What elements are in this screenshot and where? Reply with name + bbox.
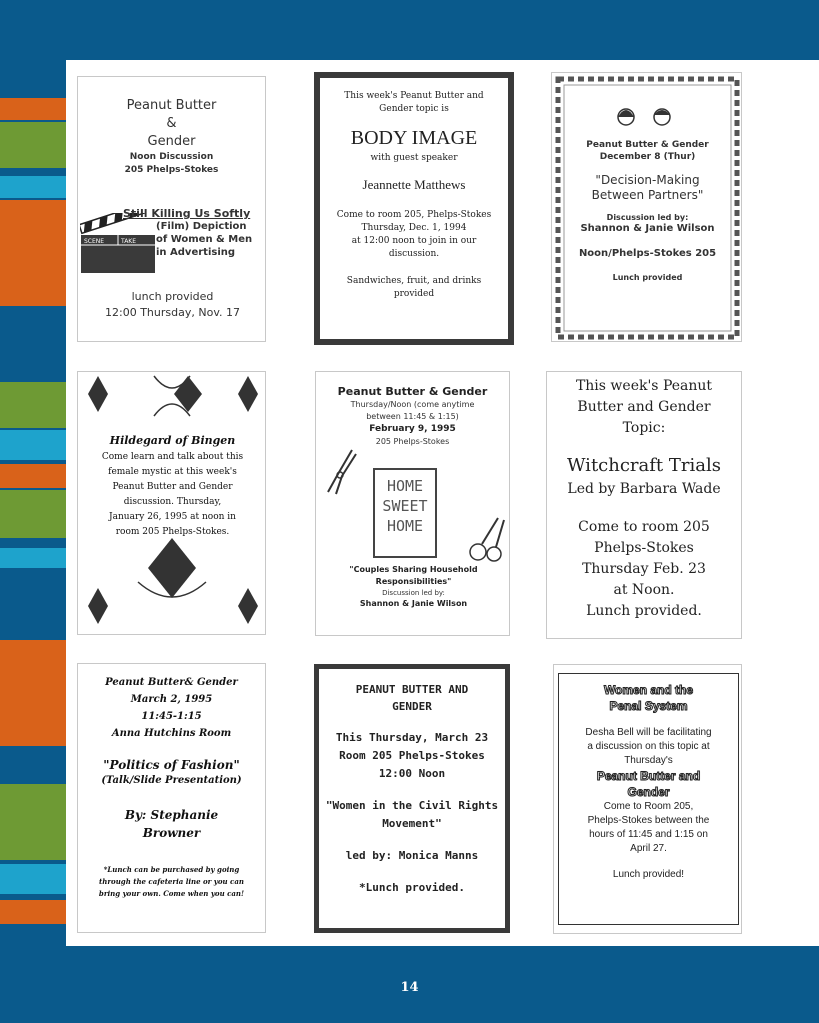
flyer-date: February 9, 1995	[369, 424, 456, 434]
topic-title: Witchcraft Trials	[567, 455, 721, 476]
flyer-text: at 12:00 noon to join in our	[351, 236, 477, 246]
flyer-women-penal-system	[553, 664, 742, 934]
flyer-text: lunch provided	[131, 290, 214, 303]
flyer-heading: Gender	[147, 134, 196, 149]
pliers-icon	[324, 446, 364, 496]
flyer-text: Thursday/Noon (come anytime	[350, 400, 475, 409]
topic-title: Women and the	[603, 683, 694, 697]
ornament-diamond	[148, 538, 196, 598]
flyer-text: Peanut Butter & Gender	[586, 140, 709, 150]
flyer-text: *Lunch provided.	[359, 881, 465, 894]
stripe-cyan	[0, 548, 66, 568]
flyer-text: Room 205 Phelps-Stokes	[339, 749, 485, 762]
stripe-orange	[0, 640, 66, 746]
stripe-green	[0, 382, 66, 428]
flyer-text: January 26, 1995 at noon in	[109, 512, 236, 522]
film-text: in Advertising	[156, 247, 236, 258]
film-text: of Women & Men	[156, 234, 253, 245]
flyer-text: Gender topic is	[379, 104, 449, 114]
topic-title: Movement"	[382, 817, 442, 830]
topic-title: Responsibilities"	[375, 577, 452, 586]
flyer-text: at Noon.	[613, 582, 675, 598]
measuring-spoons-icon	[468, 514, 508, 566]
flyer-text: Discussion led by:	[606, 213, 689, 222]
flyer-text: Shannon & Janie Wilson	[580, 223, 715, 234]
flyer-heading: Peanut Butter and	[596, 769, 701, 783]
speaker-name: Browner	[142, 826, 201, 840]
flyer-text: Thursday Feb. 23	[582, 561, 706, 577]
flyer-text: Thursday's	[624, 755, 673, 766]
flyer-text: provided	[393, 289, 435, 299]
flyer-text: Noon Discussion	[129, 152, 214, 162]
ornament-diamond	[88, 376, 108, 412]
flyer-note: bring your own. Come when you can!	[98, 889, 245, 898]
flyer-text: 12:00 Noon	[378, 767, 446, 780]
flyer-text: a discussion on this topic at	[587, 741, 710, 752]
stripe-orange	[0, 98, 66, 120]
flyer-text: led by: Monica Manns	[345, 849, 479, 862]
stripe-green	[0, 122, 66, 168]
sampler-text: HOME	[386, 517, 424, 535]
flyer-text: Lunch provided.	[586, 603, 702, 619]
flyer-witchcraft-trials	[546, 371, 742, 639]
flyer-heading: Peanut Butter & Gender	[337, 385, 488, 398]
clap-scene-label: SCENE	[84, 238, 105, 245]
stripe-cyan	[0, 176, 66, 198]
flyer-text: (Talk/Slide Presentation)	[101, 775, 242, 786]
flyer-text: discussion.	[388, 249, 440, 259]
flyer-text: Noon/Phelps-Stokes 205	[578, 248, 717, 259]
flyer-body-image	[314, 72, 514, 345]
stripe-cyan	[0, 864, 66, 894]
flyer-heading: Peanut Butter	[126, 98, 217, 113]
flyer-text: 205 Phelps-Stokes	[375, 437, 450, 446]
stripe-orange	[0, 464, 66, 488]
stripe-blue	[0, 306, 66, 378]
flyer-text: April 27.	[630, 843, 667, 854]
flyer-text: This week's Peanut Butter and	[344, 91, 484, 101]
flyer-text: March 2, 1995	[130, 694, 213, 705]
film-description	[120, 207, 265, 259]
flyer-heading: Gender	[627, 785, 670, 799]
flyer-text: Thursday, Dec. 1, 1994	[361, 223, 467, 233]
stripe-orange	[0, 200, 66, 306]
topic-title: Between Partners"	[591, 188, 704, 202]
flyer-text: Phelps-Stokes between the	[587, 815, 710, 826]
clap-take-label: TAKE	[121, 238, 137, 245]
flyer-women-civil-rights	[314, 664, 510, 933]
topic-title: Penal System	[609, 699, 688, 713]
flyer-text: Lunch provided!	[612, 869, 685, 880]
flyer-text: hours of 11:45 and 1:15 on	[589, 829, 708, 840]
flyer-text: between 11:45 & 1:15)	[366, 412, 459, 421]
flyer-heading: This week's Peanut	[575, 378, 713, 394]
flyer-text: 12:00 Thursday, Nov. 17	[105, 306, 240, 319]
flyer-text: 11:45-1:15	[141, 711, 202, 722]
flyer-text: Peanut Butter and Gender	[112, 482, 233, 492]
flyer-text: Desha Bell will be facilitating	[585, 727, 712, 738]
flyer-text: This Thursday, March 23	[335, 731, 489, 744]
flyer-heading: PEANUT BUTTER AND	[355, 683, 469, 696]
flyer-text: Come to Room 205,	[603, 801, 694, 812]
stripe-blue	[0, 60, 66, 96]
speaker-name: Jeannette Matthews	[362, 177, 466, 192]
flyer-text: with guest speaker	[370, 153, 458, 163]
topic-title: "Decision-Making	[595, 173, 700, 187]
stripe-cyan	[0, 430, 66, 460]
stripe-green	[0, 784, 66, 860]
stripe-blue	[0, 926, 66, 946]
flyer-heading: BODY IMAGE	[350, 127, 478, 149]
left-stripe-decoration	[0, 60, 66, 946]
speaker-name: By: Stephanie	[124, 808, 219, 822]
flyer-text: Anna Hutchins Room	[111, 728, 232, 739]
film-title: Still Killing Us Softly	[123, 207, 251, 220]
top-band	[0, 0, 819, 60]
flyer-text: December 8 (Thur)	[599, 152, 696, 162]
flyer-film-still-killing-us-softly	[77, 76, 266, 342]
flyer-text: discussion. Thursday,	[123, 497, 222, 507]
flyer-text: Led by Barbara Wade	[567, 481, 721, 497]
flyer-heading: &	[166, 116, 177, 131]
flyer-heading: Hildegard of Bingen	[109, 434, 236, 447]
flyer-text: Lunch provided	[612, 273, 683, 282]
topic-title: "Women in the Civil Rights	[325, 799, 499, 812]
stripe-green	[0, 490, 66, 538]
flyer-hildegard-of-bingen	[77, 371, 266, 635]
flyer-text: Come learn and talk about this	[101, 452, 244, 462]
topic-title: "Politics of Fashion"	[103, 758, 240, 772]
flyer-heading: Topic:	[622, 420, 666, 436]
flyer-text: Come to room 205	[578, 519, 710, 535]
flyer-heading: Peanut Butter& Gender	[105, 677, 238, 688]
flyer-text: Discussion led by:	[382, 589, 445, 597]
page-number: 14	[400, 980, 419, 995]
flyer-couples-sharing	[315, 371, 510, 636]
flyer-text: room 205 Phelps-Stokes.	[115, 527, 230, 537]
stripe-blue	[0, 568, 66, 636]
flyer-note: *Lunch can be purchased by going	[103, 865, 240, 874]
sampler-text: HOME	[386, 477, 424, 495]
flyer-decision-making	[551, 72, 742, 342]
flyer-text: female mystic at this week's	[108, 467, 237, 477]
film-text: (Film) Depiction	[156, 221, 247, 232]
flyer-text: 205 Phelps-Stokes	[124, 165, 219, 175]
flyer-text: Phelps-Stokes	[594, 540, 694, 556]
topic-title: "Couples Sharing Household	[349, 565, 478, 574]
flyer-text: Shannon & Janie Wilson	[359, 599, 468, 608]
flyer-politics-of-fashion	[77, 663, 266, 933]
home-sweet-home-sampler	[373, 468, 437, 558]
stripe-orange	[0, 900, 66, 924]
stripe-blue	[0, 750, 66, 782]
flyer-text: Come to room 205, Phelps-Stokes	[336, 210, 492, 220]
sampler-text: SWEET	[382, 497, 428, 515]
flyer-text: Sandwiches, fruit, and drinks	[346, 276, 482, 286]
flyer-note: through the cafeteria line or you can	[99, 877, 244, 886]
flyer-heading: GENDER	[392, 700, 432, 713]
flyer-heading: Butter and Gender	[577, 399, 711, 415]
